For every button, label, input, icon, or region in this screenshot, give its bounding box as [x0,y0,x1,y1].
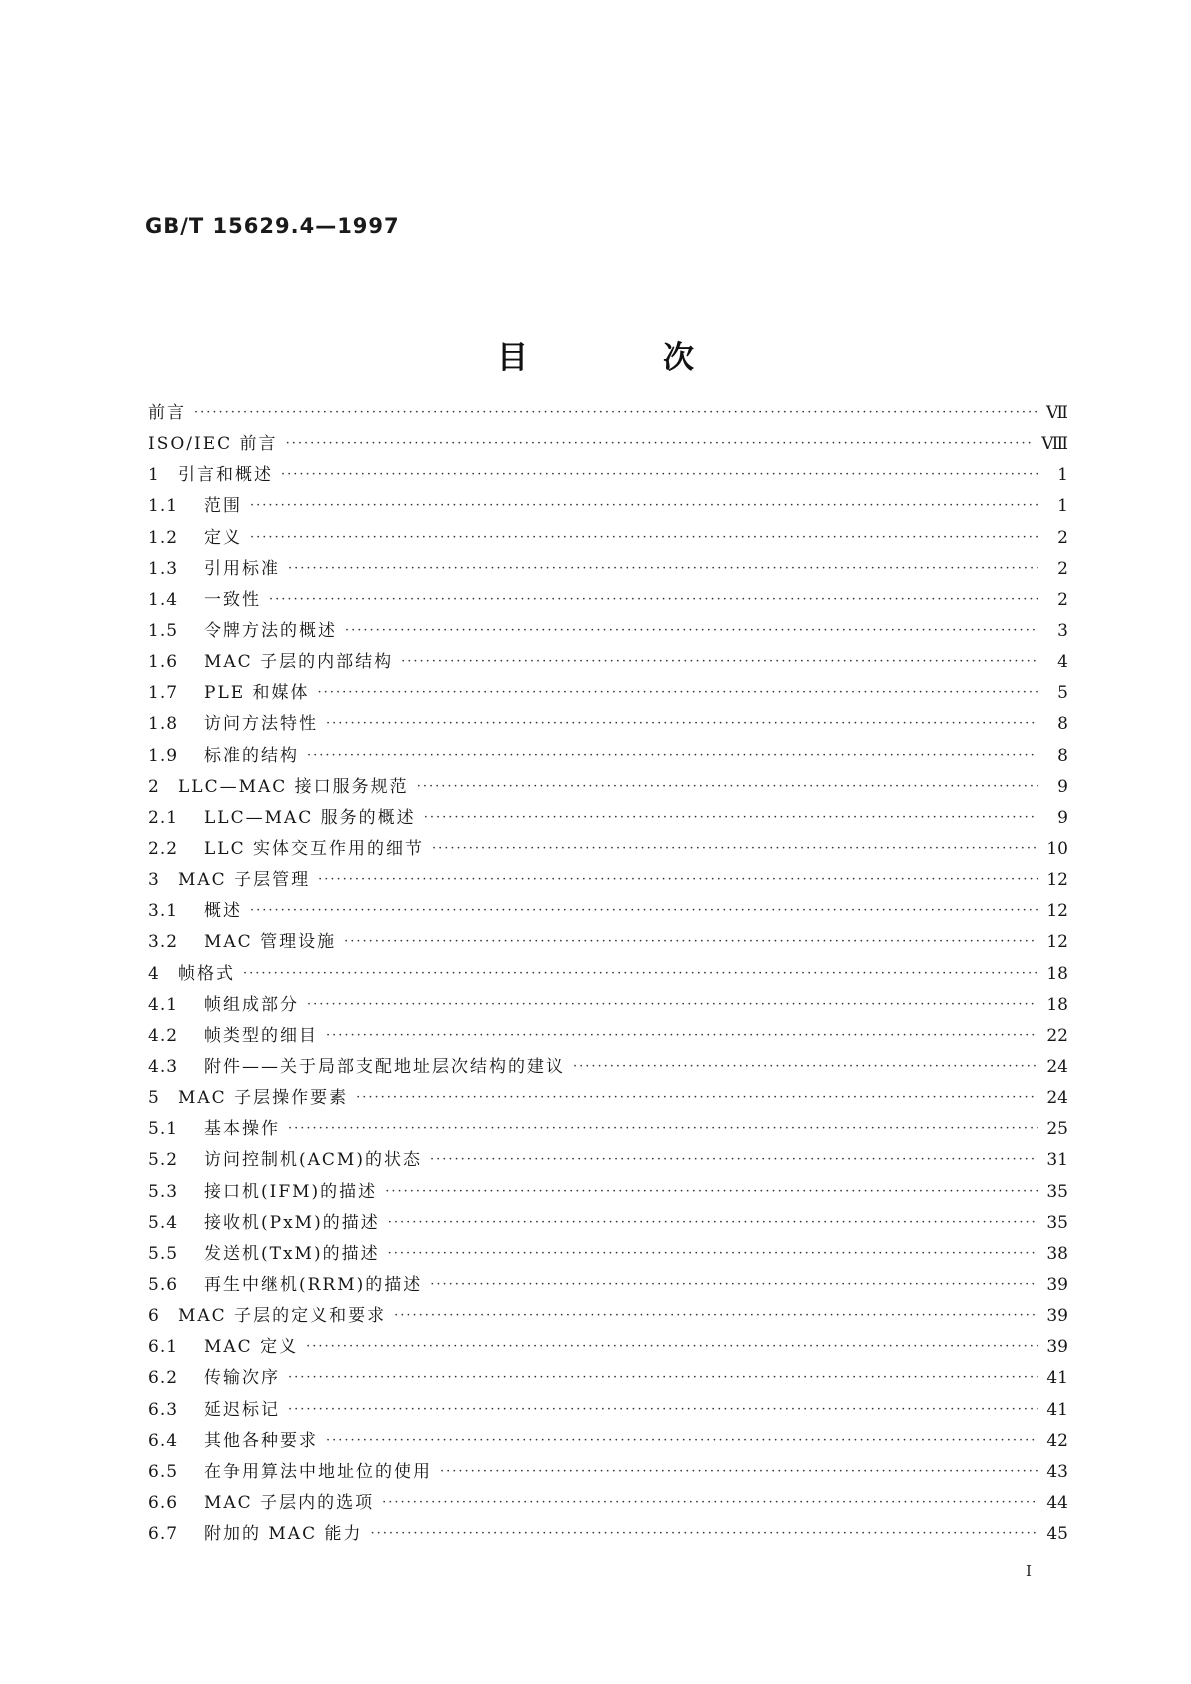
dot-leader [307,740,1038,771]
toc-entry-page: 35 [1046,1181,1068,1202]
toc-entry[interactable] [148,1301,1068,1332]
dot-leader [417,771,1038,802]
toc-entry-number: 2.1 [148,807,179,828]
toc-entry[interactable] [148,1488,1068,1519]
toc-entry-page: 22 [1046,1025,1068,1046]
toc-entry[interactable] [148,1519,1068,1550]
toc-entry-title: MAC 子层内的选项 [204,1492,375,1513]
dot-leader [326,1020,1038,1051]
toc-entry-title: 引言和概述 [178,465,273,486]
dot-leader [288,553,1038,584]
toc-entry-page: 43 [1046,1461,1068,1482]
toc-entry-title: PLE 和媒体 [204,683,310,704]
dot-leader [250,895,1038,926]
dot-leader [250,522,1038,553]
toc-entry[interactable] [148,1114,1068,1145]
dot-leader [269,584,1038,615]
toc-entry-number: 4.1 [148,994,179,1015]
toc-entry-page: 2 [1057,527,1068,548]
toc-entry-number: 1.3 [148,558,179,579]
toc-entry[interactable] [148,1145,1068,1176]
toc-entry-number: 6.2 [148,1368,179,1389]
toc-entry[interactable] [148,678,1068,709]
toc-entry[interactable] [148,927,1068,958]
toc-entry[interactable] [148,1363,1068,1394]
dot-leader [288,1362,1038,1393]
toc-entry-page: 9 [1057,807,1068,828]
dot-leader [306,1331,1038,1362]
toc-entry-number: 6 [148,1306,160,1327]
toc-entry[interactable] [148,554,1068,585]
toc-entry[interactable] [148,491,1068,522]
toc-entry-number: 1.9 [148,745,179,766]
toc-entry-title: 再生中继机(RRM)的描述 [204,1274,423,1295]
toc-entry-title: LLC 实体交互作用的细节 [204,838,424,859]
toc-entry-number: 5.4 [148,1212,179,1233]
toc-entry-number: 6.7 [148,1524,179,1545]
toc-entry-title: 帧组成部分 [204,994,299,1015]
toc-entry[interactable] [148,865,1068,896]
toc-entry-page: Ⅷ [1041,434,1068,455]
toc-entry-page: 25 [1046,1119,1068,1140]
toc-entry-title: LLC—MAC 接口服务规范 [178,776,409,797]
toc-entry-number: 5.6 [148,1274,179,1295]
dot-leader [356,1082,1038,1113]
toc-entry-title: 前言 [148,403,186,423]
toc-entry-title: ISO/IEC 前言 [148,434,278,455]
toc-entry[interactable] [148,1239,1068,1270]
dot-leader [382,1487,1038,1518]
toc-entry-page: 39 [1046,1306,1068,1327]
toc-entry-title: 访问控制机(ACM)的状态 [204,1150,422,1171]
toc-entry-number: 2 [148,776,160,797]
toc-entry-number: 5.1 [148,1119,179,1140]
toc-entry-page: 41 [1046,1368,1068,1389]
toc-entry-page: 12 [1046,901,1068,922]
toc-entry[interactable] [148,959,1068,990]
toc-entry-title: MAC 管理设施 [204,932,337,953]
toc-entry-title: 在争用算法中地址位的使用 [204,1461,432,1482]
toc-entry-page: 18 [1046,963,1068,984]
toc-entry[interactable] [148,772,1068,803]
toc-entry-title: MAC 定义 [204,1337,299,1358]
toc-entry-title: 附件——关于局部支配地址层次结构的建议 [204,1056,565,1077]
toc-entry[interactable] [148,429,1068,460]
toc-entry-page: 3 [1057,620,1068,641]
toc-entry-number: 6.1 [148,1337,179,1358]
dot-leader [344,926,1038,957]
toc-entry-title: 概述 [204,901,242,922]
toc-entry-number: 3.1 [148,901,179,922]
toc-entry-page: 24 [1046,1056,1068,1077]
toc-entry[interactable] [148,1457,1068,1488]
dot-leader [288,1113,1038,1144]
toc-entry-number: 6.5 [148,1461,179,1482]
toc-title: 目 次 [497,340,746,376]
toc-entry-number: 2.2 [148,838,179,859]
toc-entry-number: 1.2 [148,527,179,548]
dot-leader [430,1269,1038,1300]
toc-entry-number: 1 [148,465,160,486]
dot-leader [286,428,1034,459]
toc-entry[interactable] [148,1426,1068,1457]
toc-entry[interactable] [148,585,1068,616]
toc-entry-number: 5.5 [148,1243,179,1264]
table-of-contents [148,398,1068,1550]
page-number: I [1026,1562,1032,1580]
toc-entry-page: 12 [1046,870,1068,891]
toc-entry-page: 45 [1046,1524,1068,1545]
toc-entry-number: 5 [148,1088,160,1109]
toc-entry[interactable] [148,523,1068,554]
toc-entry-number: 1.7 [148,683,179,704]
toc-entry-page: 8 [1057,714,1068,735]
toc-entry-title: 帧格式 [178,963,235,984]
toc-entry-page: 1 [1057,496,1068,517]
dot-leader [430,1144,1038,1175]
toc-entry-title: MAC 子层操作要素 [178,1088,349,1109]
toc-entry-title: 帧类型的细目 [204,1025,318,1046]
toc-entry-number: 1.8 [148,714,179,735]
toc-entry-title: 定义 [204,527,242,548]
dot-leader [388,1207,1038,1238]
toc-entry-page: 42 [1046,1430,1068,1451]
toc-entry-number: 4.3 [148,1056,179,1077]
toc-entry[interactable] [148,1021,1068,1052]
toc-entry[interactable] [148,647,1068,678]
toc-entry-title: LLC—MAC 服务的概述 [204,807,416,828]
dot-leader [385,1176,1038,1207]
dot-leader [318,864,1038,895]
toc-entry-number: 1.6 [148,652,179,673]
toc-entry[interactable] [148,398,1068,429]
toc-entry-title: 引用标准 [204,558,280,579]
toc-entry-page: 39 [1046,1274,1068,1295]
toc-entry[interactable] [148,803,1068,834]
toc-entry[interactable] [148,1332,1068,1363]
toc-entry-number: 5.2 [148,1150,179,1171]
toc-entry[interactable] [148,1208,1068,1239]
toc-entry-number: 1.4 [148,589,179,610]
toc-entry-title: 发送机(TxM)的描述 [204,1243,380,1264]
toc-entry-number: 6.6 [148,1492,179,1513]
toc-entry-page: 41 [1046,1399,1068,1420]
toc-entry-title: 附加的 MAC 能力 [204,1524,363,1545]
toc-entry[interactable] [148,1083,1068,1114]
toc-entry[interactable] [148,460,1068,491]
dot-leader [440,1456,1038,1487]
dot-leader [307,989,1038,1020]
toc-entry-page: 10 [1046,838,1068,859]
toc-entry-title: MAC 子层的定义和要求 [178,1306,387,1327]
toc-entry-page: 2 [1057,558,1068,579]
dot-leader [388,1238,1038,1269]
toc-entry-page: 35 [1046,1212,1068,1233]
toc-entry-title: MAC 子层的内部结构 [204,652,394,673]
toc-entry-number: 1.5 [148,620,179,641]
dot-leader [432,833,1038,864]
toc-entry-title: 其他各种要求 [204,1430,318,1451]
toc-entry-title: 接收机(PxM)的描述 [204,1212,380,1233]
toc-entry-title: 令牌方法的概述 [204,620,337,641]
toc-entry[interactable] [148,834,1068,865]
toc-entry-page: 5 [1057,683,1068,704]
toc-entry-number: 6.4 [148,1430,179,1451]
toc-entry[interactable] [148,616,1068,647]
dot-leader [424,802,1038,833]
toc-entry-title: 访问方法特性 [204,714,318,735]
dot-leader [243,958,1038,989]
dot-leader [371,1518,1039,1549]
toc-entry-page: 1 [1057,465,1068,486]
toc-entry-page: 44 [1046,1492,1068,1513]
dot-leader [326,708,1038,739]
toc-entry[interactable] [148,1052,1068,1083]
toc-entry-number: 5.3 [148,1181,179,1202]
toc-entry-page: 18 [1046,994,1068,1015]
toc-entry-page: 2 [1057,589,1068,610]
dot-leader [288,1394,1038,1425]
toc-entry-page: 8 [1057,745,1068,766]
toc-entry-title: 基本操作 [204,1119,280,1140]
toc-entry-page: 4 [1057,652,1068,673]
dot-leader [281,459,1038,490]
dot-leader [401,646,1038,677]
standard-code: GB/T 15629.4—1997 [145,214,400,238]
toc-entry-title: 传输次序 [204,1368,280,1389]
toc-entry-number: 6.3 [148,1399,179,1420]
toc-entry-title: 标准的结构 [204,745,299,766]
toc-entry-number: 1.1 [148,496,179,517]
toc-entry-number: 4.2 [148,1025,179,1046]
toc-entry-number: 4 [148,963,160,984]
dot-leader [345,615,1038,646]
toc-entry[interactable] [148,709,1068,740]
toc-entry-number: 3.2 [148,932,179,953]
dot-leader [394,1300,1038,1331]
toc-entry[interactable] [148,741,1068,772]
toc-entry[interactable] [148,990,1068,1021]
toc-entry-number: 3 [148,870,160,891]
toc-entry-title: 延迟标记 [204,1399,280,1420]
toc-entry[interactable] [148,1270,1068,1301]
toc-entry-title: 接口机(IFM)的描述 [204,1181,378,1202]
dot-leader [573,1051,1038,1082]
toc-entry-page: 9 [1057,776,1068,797]
toc-entry-page: 12 [1046,932,1068,953]
dot-leader [250,490,1038,521]
toc-entry[interactable] [148,1177,1068,1208]
dot-leader [318,677,1038,708]
toc-entry-page: 24 [1046,1088,1068,1109]
toc-entry-page: 39 [1046,1337,1068,1358]
toc-entry[interactable] [148,896,1068,927]
toc-entry-title: MAC 子层管理 [178,870,311,891]
toc-entry-page: 38 [1046,1243,1068,1264]
toc-entry[interactable] [148,1395,1068,1426]
toc-entry-page: Ⅶ [1046,403,1068,423]
dot-leader [326,1425,1038,1456]
toc-entry-page: 31 [1046,1150,1068,1171]
dot-leader [194,397,1038,428]
toc-entry-title: 范围 [204,496,242,517]
toc-entry-title: 一致性 [204,589,261,610]
